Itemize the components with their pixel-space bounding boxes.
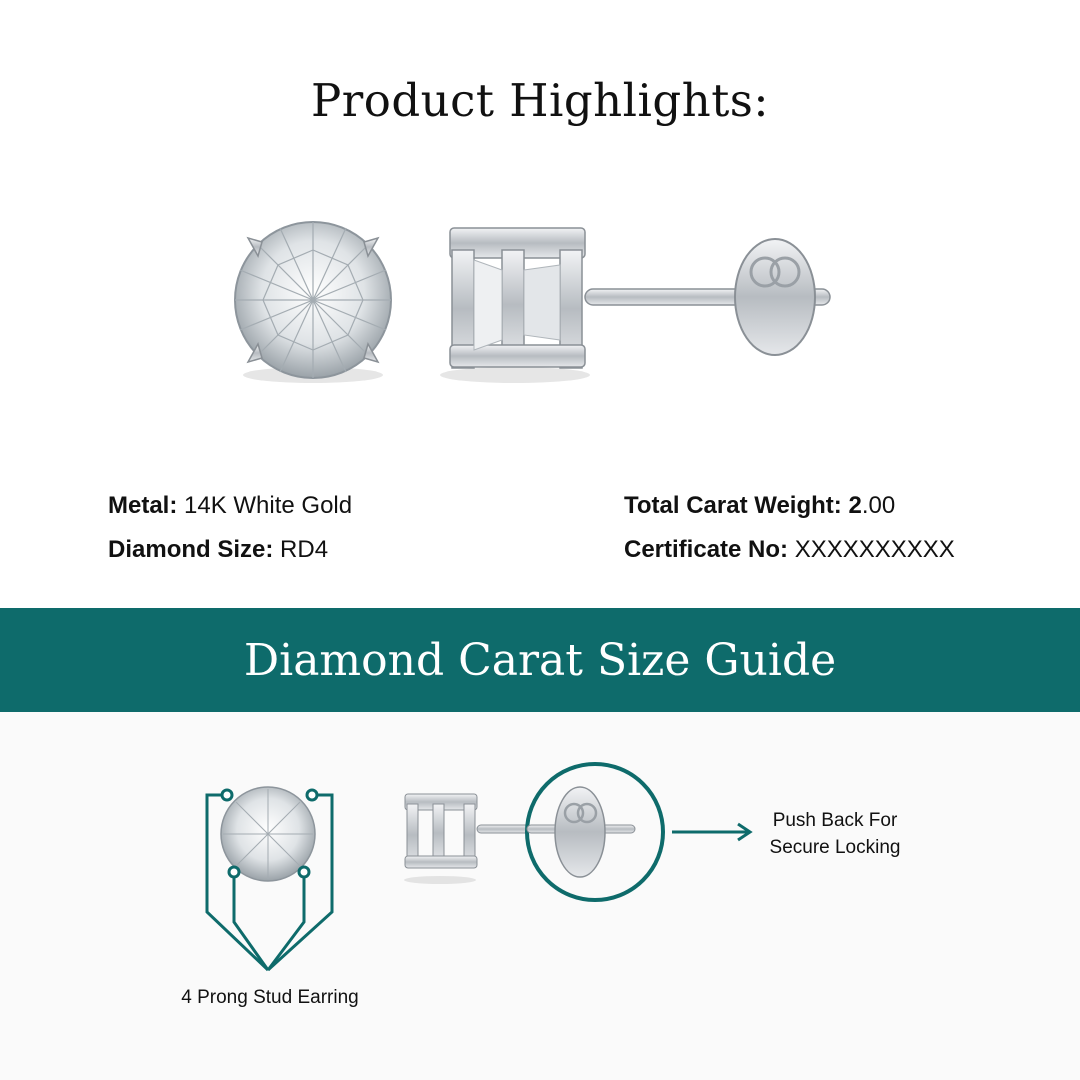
spec-carat-label: Total Carat Weight: <box>624 492 842 519</box>
spec-certificate <box>624 528 955 572</box>
page-title: Product Highlights: <box>310 74 770 127</box>
spec-metal-value: 14K White Gold <box>184 492 353 519</box>
push-caption-line-1: Push Back For <box>772 810 898 831</box>
spec-carat <box>624 484 955 528</box>
specs-right <box>624 484 955 572</box>
size-guide-section <box>0 712 1080 1080</box>
earring-side-view <box>440 228 830 383</box>
spec-size-value: RD4 <box>280 536 329 563</box>
butterfly-back <box>735 239 815 355</box>
spec-size-label: Diamond Size: <box>108 536 274 563</box>
push-back-caption <box>735 807 935 861</box>
spec-cert-label: Certificate No: <box>624 536 789 563</box>
prong-caption: 4 Prong Stud Earring <box>181 987 359 1008</box>
guide-diagram <box>0 712 1080 1080</box>
specs-left <box>108 484 352 572</box>
guide-banner <box>0 608 1080 712</box>
diamond-front-view <box>235 222 391 383</box>
prong-diagram <box>207 787 332 970</box>
earring-product-image <box>220 210 860 410</box>
push-caption-line-2: Secure Locking <box>769 837 901 858</box>
spec-carat-value-rest: .00 <box>861 492 896 519</box>
guide-title: Diamond Carat Size Guide <box>243 634 837 686</box>
spec-diamond-size <box>108 528 352 572</box>
spec-metal <box>108 484 352 528</box>
spec-carat-value-bold: 2 <box>848 492 862 519</box>
spec-cert-value: XXXXXXXXXX <box>794 536 955 563</box>
spec-metal-label: Metal: <box>108 492 178 519</box>
butterfly-back-zoom <box>527 764 663 900</box>
